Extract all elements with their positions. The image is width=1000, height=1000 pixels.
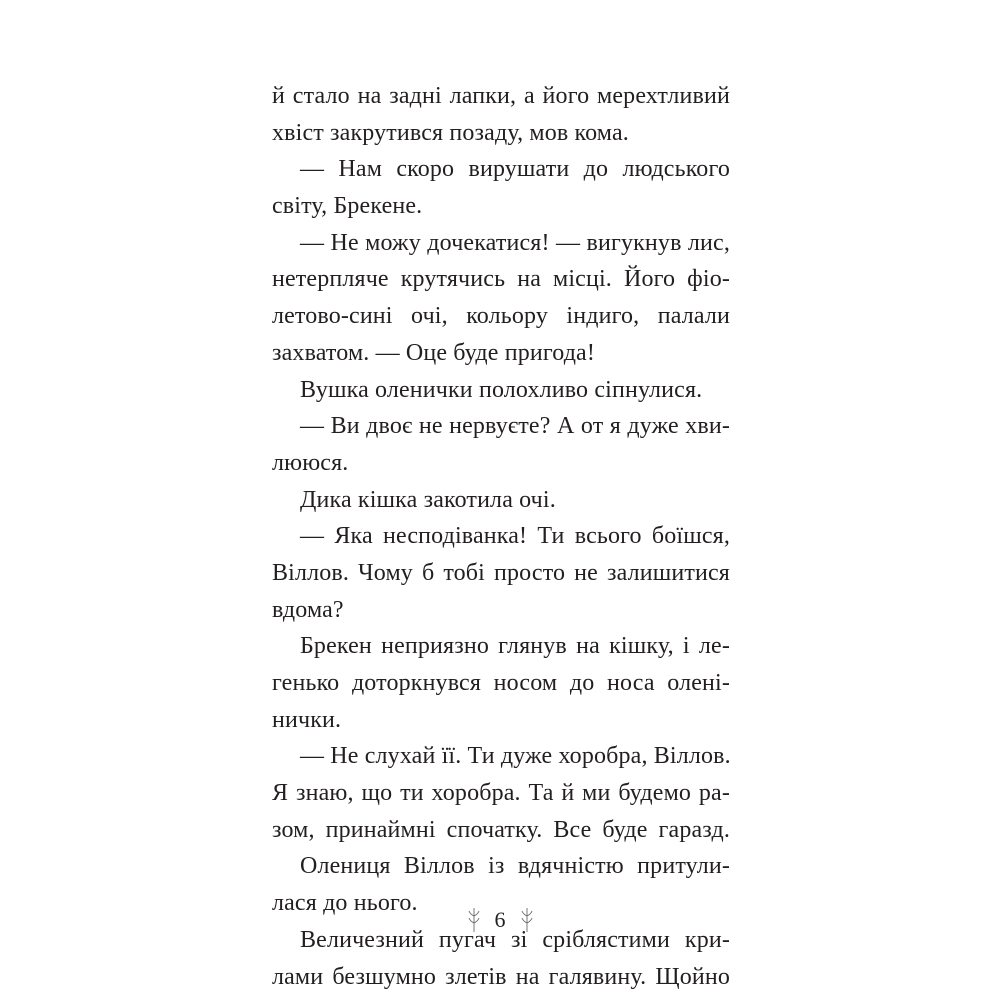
folio	[0, 900, 1000, 940]
text-line: лами безшумно злетів на галявину. Щойно	[272, 963, 730, 990]
text-line: захватом. — Оце буде пригода!	[272, 339, 596, 366]
sprig-ornament-icon	[520, 907, 534, 933]
text-line: Олениця Віллов із вдячністю притули-	[300, 853, 730, 880]
text-line: — Ви двоє не нервуєте? А от я дуже хви-	[300, 413, 730, 440]
text-line: Брекен неприязно глянув на кішку, і ле-	[300, 633, 730, 660]
text-line: летово-сині очі, кольору індиго, палали	[272, 303, 730, 330]
sprig-ornament-icon	[467, 907, 481, 933]
text-line: Вушка оленички полохливо сіпнулися.	[300, 376, 703, 403]
text-line: світу, Брекене.	[272, 193, 423, 220]
text-line: — Не можу дочекатися! — вигукнув лис,	[300, 229, 730, 256]
text-line: Величезний пугач зі сріблястими кри-	[300, 926, 730, 953]
text-line: хвіст закрутився позаду, мов кома.	[272, 119, 629, 146]
text-line: нички.	[272, 706, 342, 733]
text-line: Віллов. Чому б тобі просто не залишитися	[272, 559, 730, 586]
text-line: лююся.	[272, 449, 349, 476]
text-line: Я знаю, що ти хоробра. Та й ми будемо ра-	[272, 780, 730, 807]
body-text	[272, 78, 730, 995]
text-line: Дика кішка закотила очі.	[300, 486, 556, 513]
text-line: й стало на задні лапки, а його мерехтливий	[272, 83, 730, 109]
text-line: — Не слухай її. Ти дуже хоробра, Віллов.	[300, 743, 731, 770]
text-line: — Нам скоро вирушати до людського	[300, 156, 730, 183]
page-number: 6	[494, 907, 506, 932]
text-line: генько доторкнувся носом до носа олені-	[272, 670, 730, 696]
text-line: — Яка несподіванка! Ти всього боїшся,	[300, 523, 730, 550]
text-line: зом, принаймні спочатку. Все буде гаразд.	[272, 816, 730, 843]
text-line: лася до нього.	[272, 890, 418, 917]
text-line: вдома?	[272, 596, 344, 623]
text-line: нетерпляче крутячись на місці. Його фіо-	[272, 266, 730, 293]
